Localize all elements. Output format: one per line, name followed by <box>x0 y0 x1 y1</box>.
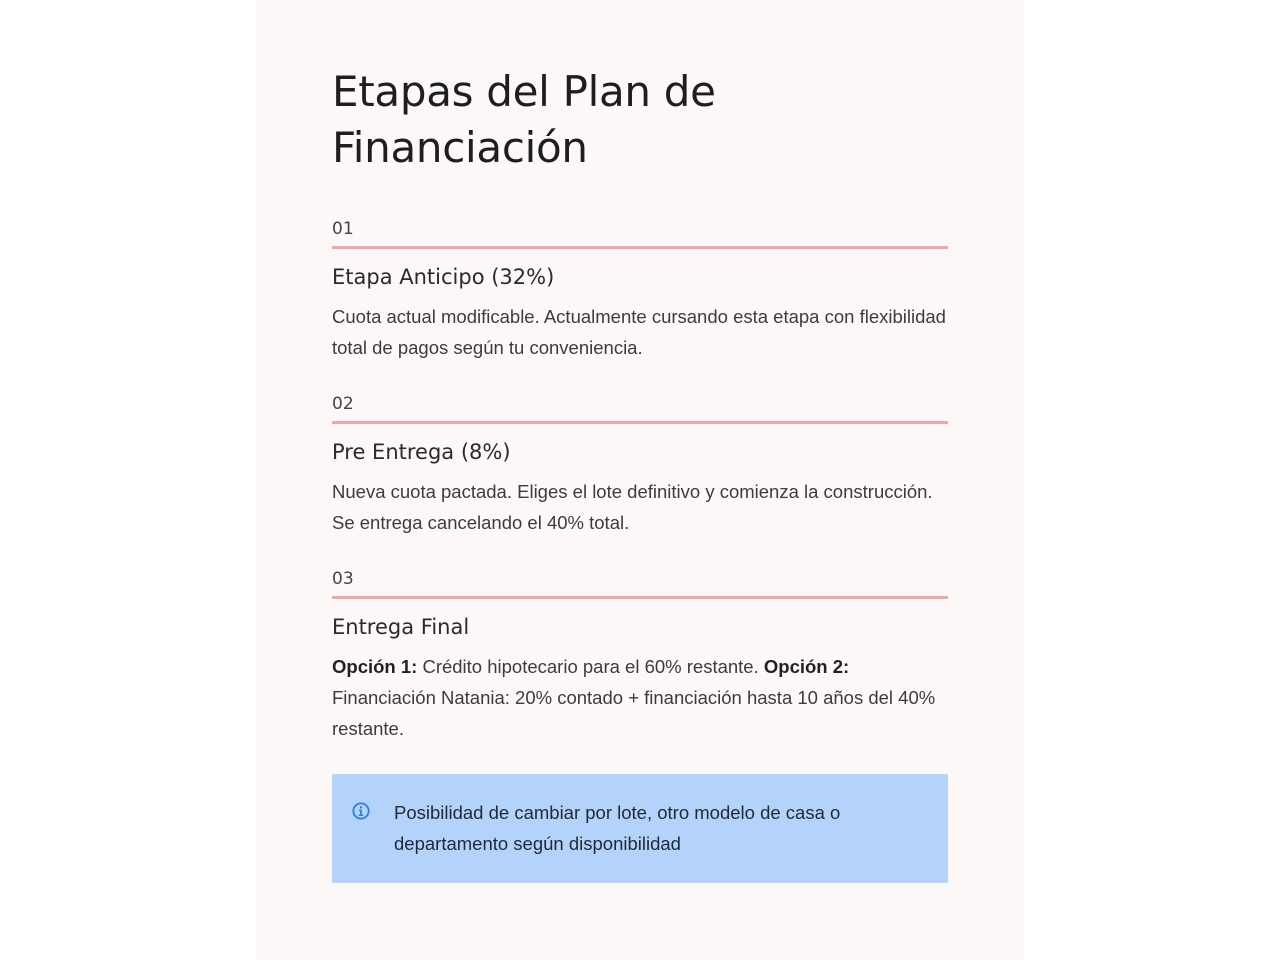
info-icon <box>352 802 370 820</box>
option-2-label: Opción 2: <box>763 656 850 677</box>
stage-number: 02 <box>332 393 948 424</box>
option-1-label: Opción 1: <box>332 656 418 677</box>
option-1-text: Crédito hipotecario para el 60% restante. <box>422 656 759 677</box>
info-note <box>332 774 948 883</box>
stage-description: Nueva cuota pactada. Eliges el lote definitivo y comienza la construcción. Se entrega cancelando el 40% total. <box>332 481 933 533</box>
stage-item <box>332 218 948 363</box>
stage-title: Pre Entrega (8%) <box>332 440 511 464</box>
stage-description: Cuota actual modificable. Actualmente cursando esta etapa con flexibilidad total de pagos según tu conveniencia. <box>332 306 946 358</box>
page-title-line-2: Financiación <box>332 123 588 172</box>
stages-list <box>332 218 948 744</box>
stage-number: 03 <box>332 568 948 599</box>
stage-title: Entrega Final <box>332 615 470 639</box>
page-title-line-1: Etapas del Plan de <box>332 67 716 116</box>
financing-plan-section <box>332 64 948 883</box>
option-2-text: Financiación Natania: 20% contado + financiación hasta 10 años del 40% restante. <box>332 687 936 739</box>
stage-item <box>332 568 948 744</box>
stage-item <box>332 393 948 538</box>
stage-description <box>332 651 948 744</box>
page-title <box>332 64 948 176</box>
info-note-text: Posibilidad de cambiar por lote, otro modelo de casa o departamento según disponibilidad <box>394 802 841 854</box>
content-panel <box>256 0 1024 960</box>
stage-title: Etapa Anticipo (32%) <box>332 265 555 289</box>
stage-number: 01 <box>332 218 948 249</box>
